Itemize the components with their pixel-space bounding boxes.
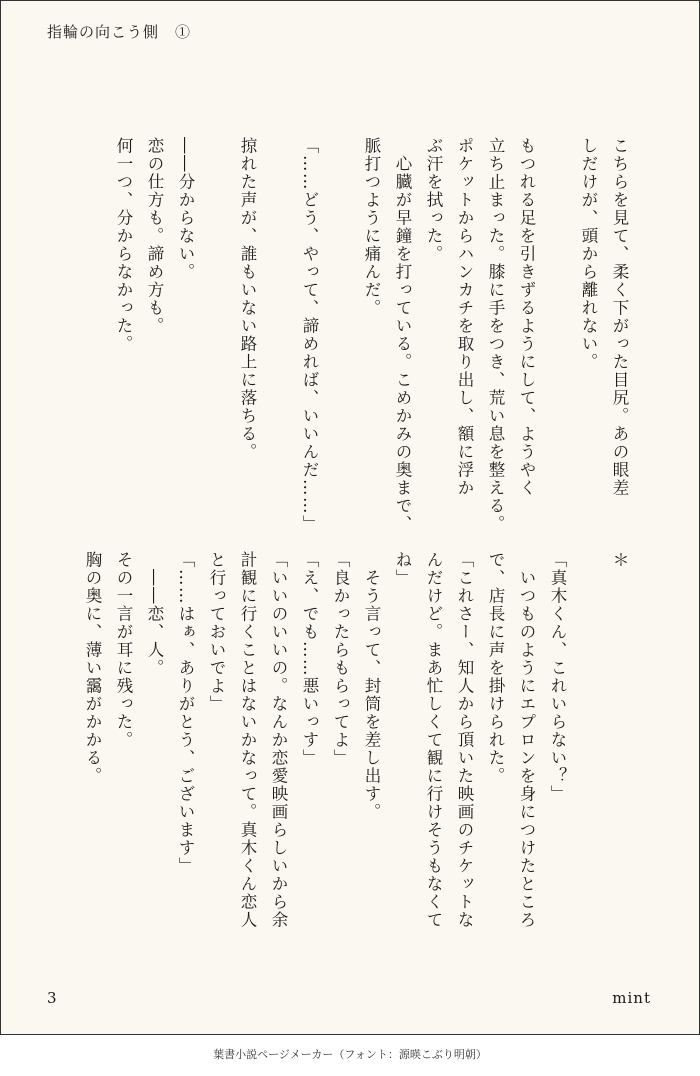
page-number: 3 [47, 989, 57, 1007]
generator-credit: 葉書小説ページメーカー（フォント：源暎こぶり明朝） [213, 1048, 487, 1061]
text-block-bottom: ＊ 「真木くん、これいらない？」 いつものようにエプロンを身につけたところ で、店長に声を掛けられた。 「これさー、知人から頂いた映画のチケットな んだけど。まあ忙しくて観に行けそうもなくて ね」 そう言って、封筒を差し出す。 「良かったらもらってよ」 「え、でも……悪いっす」 「いいのいいの。なんか恋愛映画らしいから余 計観に行くことはないかなって。真木くん恋人 と行っておいでよ」 「……はぁ、ありがとう、ございます」 ――恋、人。 その一言が耳に残った。 胸の奥に、薄い靄がかかる。 [83, 551, 629, 929]
text-block-top: こちらを見て、柔く下がった目尻。あの眼差 しだけが、頭から離れない。 もつれる足を引きずるようにして、ようやく 立ち止まった。膝に手をつき、荒い息を整える。 ポケットからハンカチを取り出し、額に浮か ぶ汗を拭った。 心臓が早鐘を打っている。こめかみの奥まで、 脈打つように痛んだ。 「……どう、やって、諦めれば、いいんだ……」 掠れた声が、誰もいない路上に落ちる。 ――分からない。 恋の仕方も。諦め方も。 何一つ、分からなかった。 [114, 137, 629, 533]
author-name: mint [612, 989, 651, 1007]
page-title: 指輪の向こう側 ① [47, 23, 192, 41]
